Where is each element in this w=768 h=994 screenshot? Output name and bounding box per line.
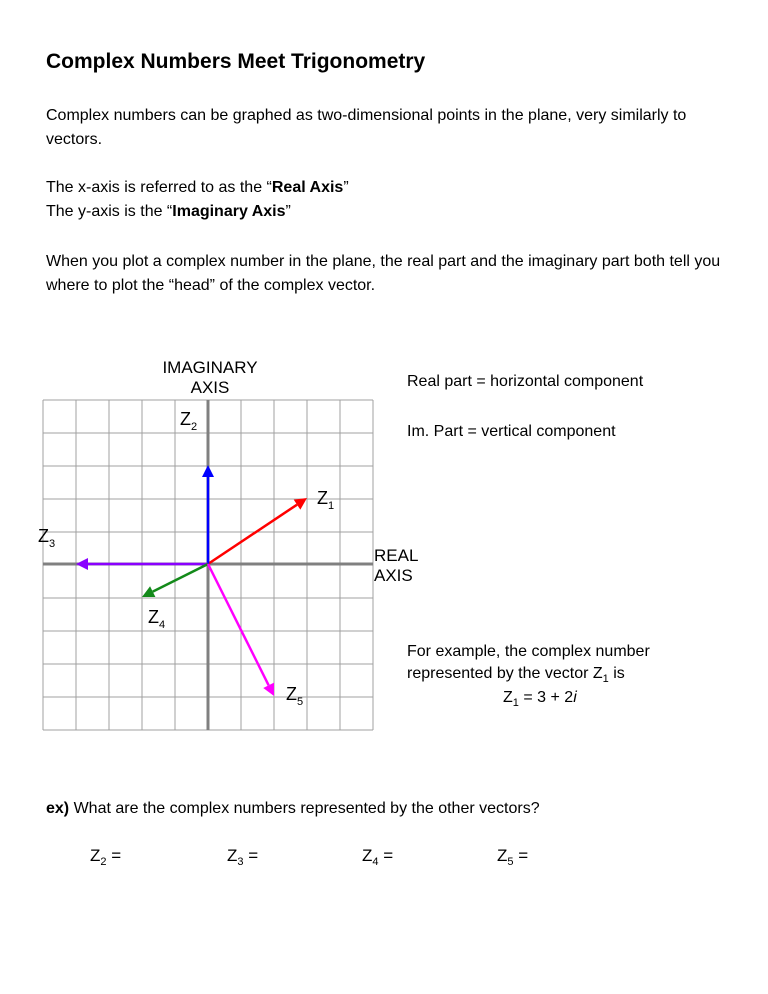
vector-z3-arrowhead [76,558,88,570]
blank-name: Z [497,846,508,865]
page-title: Complex Numbers Meet Trigonometry [46,50,426,73]
exercise-question-text: What are the complex numbers represented by the other vectors? [69,800,540,817]
vector-z5-label: $Z_5$ [286,684,304,708]
answer-blank-z3[interactable] [227,846,258,868]
vector-z4-label: $Z_4$ [148,607,166,631]
blank-eq: = [243,846,259,865]
blank-sub: 5 [507,856,514,868]
x-axis-suffix: ” [343,179,349,196]
example-eq-sub: 1 [512,697,519,709]
real-axis-term: Real Axis [271,179,344,196]
x-axis-prefix: The x-axis is referred to as the “ [46,179,272,196]
im-part-note: Im. Part = vertical component [407,423,616,440]
blank-eq: = [513,846,529,865]
answer-blank-z4[interactable] [362,846,393,868]
vector-z5 [208,564,269,685]
blank-eq: = [106,846,122,865]
example-eq-rhs: = 3 + 2 [523,689,574,706]
imaginary-axis-term: Imaginary Axis [172,203,286,220]
example-line-2-end: is [608,665,625,682]
exercise-label: ex) [46,800,70,817]
imaginary-axis-label-line2: AXIS [190,378,230,397]
blank-name: Z [90,846,101,865]
example-line-2 [407,665,625,685]
blank-eq: = [378,846,394,865]
blank-name: Z [227,846,238,865]
plot-instructions: When you plot a complex number in the plane, the real part and the imaginary part both tell you where to plot the “head” of the complex vector. [46,253,721,294]
answer-blank-z2[interactable] [90,846,121,868]
vector-z1 [208,505,297,564]
blank-sub: 3 [237,856,244,868]
vector-z3-label: $Z_3$ [38,526,56,550]
imaginary-axis-label-line1: IMAGINARY [162,358,258,377]
blank-name: Z [362,846,373,865]
example-vector-sub: 1 [602,673,609,685]
example-equation [503,689,577,709]
example-vector-label [592,665,609,685]
blank-sub: 2 [100,856,107,868]
real-part-note: Real part = horizontal component [407,373,644,390]
vector-z1-label: $Z_1$ [317,488,335,512]
vector-z2-arrowhead [202,465,214,477]
real-axis-label-line2: AXIS [374,566,413,585]
vector-z1-arrowhead [294,498,307,510]
vector-z2-label: $Z_2$ [180,409,198,433]
real-axis-label-line1: REAL [374,546,419,565]
blank-sub: 4 [372,856,379,868]
intro-paragraph: Complex numbers can be graphed as two-dimensional points in the plane, very similarly to vectors. [46,107,687,148]
y-axis-prefix: The y-axis is the “ [46,203,173,220]
example-line-1: For example, the complex number [407,643,650,660]
example-eq-name: Z [503,689,513,706]
answer-blank-z5[interactable] [497,846,528,868]
example-line-2-text: represented by the vector [407,665,593,682]
vector-z4 [153,564,208,592]
example-vector-name: Z [592,665,603,682]
example-eq-i: i [573,689,577,706]
exercise-question [46,800,540,818]
y-axis-suffix: ” [285,203,291,220]
